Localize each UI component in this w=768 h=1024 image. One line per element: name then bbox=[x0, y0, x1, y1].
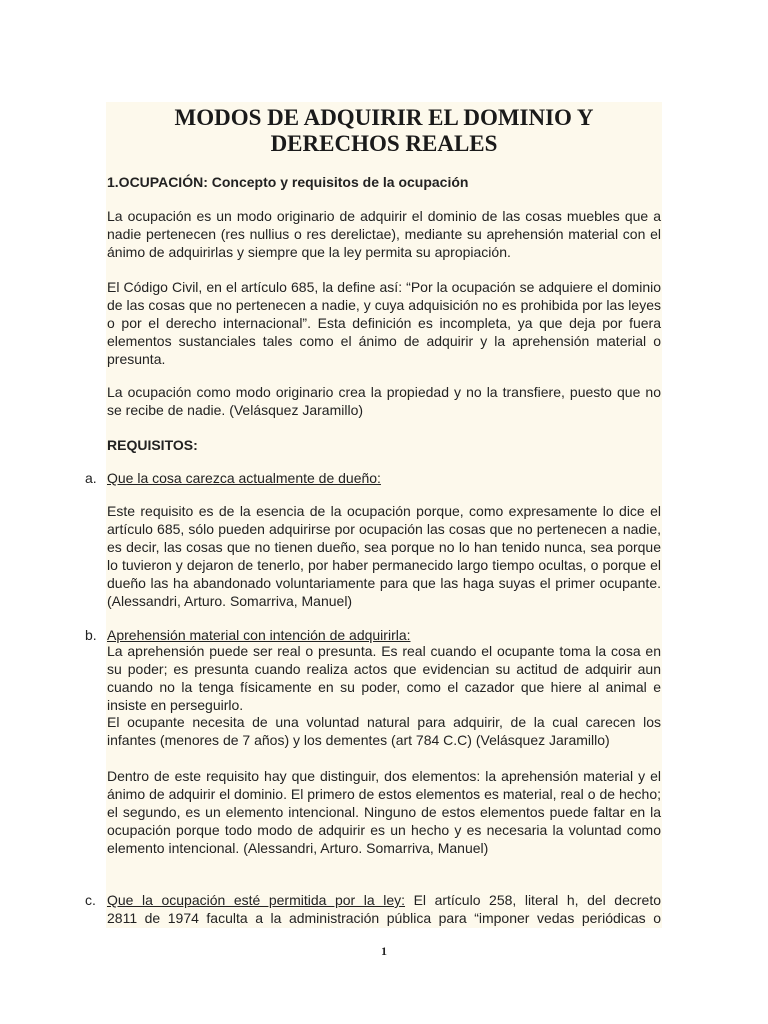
list-marker-a: a. bbox=[85, 470, 97, 486]
requisito-a-text: Este requisito es de la esencia de la ocupación porque, como expresamente lo dice el artículo 685, sólo pueden adquirirse por ocupación las cosas que no pertenecen a nadie, es decir, las cosas que no tienen dueño, sea porque no lo han tenido nunca, sea porque lo tuvieron y dejaron de tenerlo, por haber permanecido largo tiempo ocultas, o porque el dueño las ha abandonado voluntariamente para que las haga suyas el primer ocupante. (Alessandri, Arturo. Somarriva, Manuel) bbox=[107, 503, 661, 609]
requisito-b-text-2: El ocupante necesita de una voluntad natural para adquirir, de la cual carecen los infantes (menores de 7 años) y los dementes (art 784 C.C) (Velásquez Jaramillo) bbox=[107, 714, 661, 748]
requisito-b-text-1: La aprehensión puede ser real o presunta. Es real cuando el ocupante toma la cosa en su poder; es presunta cuando realiza actos que evidencian su actitud de adquirir aun cuando no la tenga físicamente en su poder, como el cazador que hiere al animal e insiste en perseguirlo. bbox=[107, 643, 661, 713]
list-marker-b: b. bbox=[85, 627, 97, 643]
page-number: 1 bbox=[381, 944, 387, 958]
requisitos-heading: REQUISITOS: bbox=[107, 437, 198, 453]
document-title-line-1: MODOS DE ADQUIRIR EL DOMINIO Y bbox=[174, 105, 594, 130]
requisito-c-text-1: El artículo 258, literal h, del decreto bbox=[405, 892, 662, 908]
requisito-c-title: Que la ocupación esté permitida por la ley: bbox=[107, 892, 406, 908]
paragraph-codigo-civil: El Código Civil, en el artículo 685, la define así: “Por la ocupación se adquiere el dominio de las cosas que no pertenecen a nadie, y cuya adquisición no es prohibida por las leyes o por el derecho internacional”. Esta definición es incompleta, ya que deja por fuera elementos sustanciales tales como el ánimo de adquirir y la aprehensión material o presunta. bbox=[107, 279, 661, 367]
section-heading-ocupacion: 1.OCUPACIÓN: Concepto y requisitos de la ocupación bbox=[107, 174, 469, 190]
requisito-a-title: Que la cosa carezca actualmente de dueño: bbox=[107, 470, 381, 486]
requisito-c-line-1 bbox=[107, 892, 661, 910]
requisito-c-text-2: 2811 de 1974 faculta a la administración pública para “imponer vedas periódicas o bbox=[107, 910, 661, 926]
document-title-line-2: DERECHOS REALES bbox=[270, 131, 498, 156]
requisito-b-text-3: Dentro de este requisito hay que distinguir, dos elementos: la aprehensión material y el ánimo de adquirir el dominio. El primero de estos elementos es material, real o de hecho; el segundo, es un elemento intencional. Ninguno de estos elementos puede faltar en la ocupación porque todo modo de adquirir es un hecho y es necesaria la voluntad como elemento intencional. (Alessandri, Arturo. Somarriva, Manuel) bbox=[107, 768, 661, 856]
requisito-b-title: Aprehensión material con intención de adquirirla: bbox=[107, 627, 411, 643]
paragraph-definition: La ocupación es un modo originario de adquirir el dominio de las cosas muebles que a nadie pertenecen (res nullius o res derelictae), mediante su aprehensión material con el ánimo de adquirirlas y siempre que la ley permita su apropiación. bbox=[107, 208, 661, 260]
list-marker-c: c. bbox=[85, 892, 96, 908]
paragraph-modo-originario: La ocupación como modo originario crea la propiedad y no la transfiere, puesto que no se recibe de nadie. (Velásquez Jaramillo) bbox=[107, 384, 661, 418]
